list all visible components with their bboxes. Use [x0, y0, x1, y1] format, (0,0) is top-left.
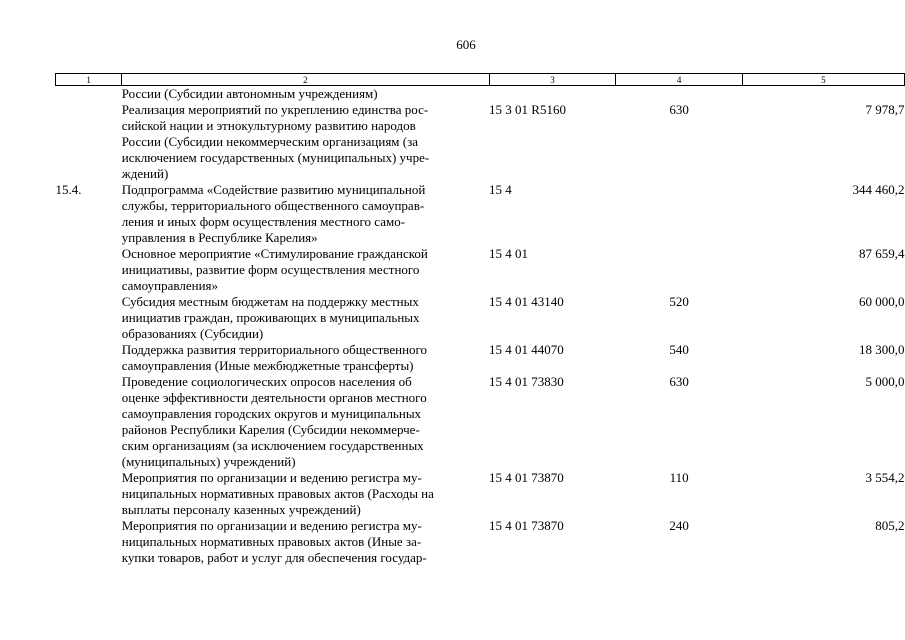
row-amount	[742, 86, 904, 103]
table-body	[56, 86, 905, 567]
row-amount: 5 000,0	[865, 374, 905, 389]
row-number	[56, 470, 122, 518]
row-description: Субсидия местным бюджетам на поддержку местных инициатив граждан, проживающих в муниципальных образованиях (Субсидии)	[121, 294, 420, 341]
table-row	[56, 470, 905, 518]
row-target-code: 15 4	[489, 182, 512, 197]
row-amount: 344 460,2	[852, 182, 905, 197]
row-number	[56, 342, 122, 374]
row-amount: 7 978,7	[865, 102, 905, 117]
table-row	[56, 374, 905, 470]
table-row	[56, 86, 905, 103]
header-col-4: 4	[616, 74, 742, 86]
row-number	[56, 518, 122, 566]
row-number	[56, 102, 122, 182]
row-number	[56, 294, 122, 342]
table-row	[56, 246, 905, 294]
header-col-5: 5	[742, 74, 904, 86]
row-description: России (Субсидии автономным учреждениям)	[121, 86, 378, 101]
header-col-2: 2	[122, 74, 489, 86]
row-expense-type: 240	[669, 518, 689, 533]
row-number	[56, 374, 122, 470]
row-description: Проведение социологических опросов населения об оценке эффективности деятельности органов местного самоуправления городских округов и муниципальных районов Республики Карелия (Субсидии некоммерче- ским организациям (за исключением государственных (муниципальных) учреждений)	[121, 374, 427, 469]
row-amount: 805,2	[875, 518, 905, 533]
row-description: Основное мероприятие «Стимулирование гражданской инициативы, развитие форм осуществления местного самоуправления»	[121, 246, 428, 293]
table-row	[56, 102, 905, 182]
table-row	[56, 294, 905, 342]
row-expense-type	[616, 246, 742, 294]
row-target-code: 15 4 01 44070	[489, 342, 564, 357]
table-row	[56, 518, 905, 566]
page-number: 606	[456, 37, 476, 52]
row-description: Реализация мероприятий по укреплению единства рос- сийской нации и этнокультурному развитию народов России (Субсидии некоммерческим организациям (за исключением государственных (муниципальных) учре- ждений)	[121, 102, 430, 181]
budget-table	[55, 73, 905, 566]
row-expense-type: 630	[669, 102, 689, 117]
row-description: Поддержка развития территориального общественного самоуправления (Иные межбюджетные трансферты)	[121, 342, 428, 373]
row-amount: 87 659,4	[859, 246, 905, 261]
row-target-code	[489, 86, 616, 103]
header-row	[56, 74, 905, 86]
row-number	[56, 246, 122, 294]
row-description: Мероприятия по организации и ведению регистра му- ниципальных нормативных правовых актов (Расходы на выплаты персоналу казенных учреждений)	[121, 470, 434, 517]
row-expense-type: 630	[669, 374, 689, 389]
row-expense-type: 540	[669, 342, 689, 357]
row-description: Мероприятия по организации и ведению регистра му- ниципальных нормативных правовых актов (Иные за- купки товаров, работ и услуг для обеспечения государ-	[121, 518, 427, 565]
table-row	[56, 342, 905, 374]
row-target-code: 15 4 01 43140	[489, 294, 564, 309]
row-expense-type	[616, 182, 742, 246]
header-col-1: 1	[56, 74, 122, 86]
row-number	[56, 86, 122, 103]
header-col-3: 3	[489, 74, 616, 86]
row-amount: 18 300,0	[859, 342, 905, 357]
row-amount: 3 554,2	[865, 470, 905, 485]
row-expense-type: 110	[669, 470, 689, 485]
row-expense-type	[616, 86, 742, 103]
row-target-code: 15 4 01 73830	[489, 374, 564, 389]
row-target-code: 15 4 01 73870	[489, 518, 564, 533]
row-target-code: 15 4 01 73870	[489, 470, 564, 485]
row-amount: 60 000,0	[859, 294, 905, 309]
row-target-code: 15 4 01	[489, 246, 529, 261]
row-description: Подпрограмма «Содействие развитию муниципальной службы, территориального общественного самоуправ- ления и иных форм осуществления местного само- управления в Республике Карелия»	[121, 182, 426, 245]
row-expense-type: 520	[669, 294, 689, 309]
row-target-code: 15 3 01 R5160	[489, 102, 566, 117]
row-number: 15.4.	[55, 182, 82, 197]
table-row	[56, 182, 905, 246]
